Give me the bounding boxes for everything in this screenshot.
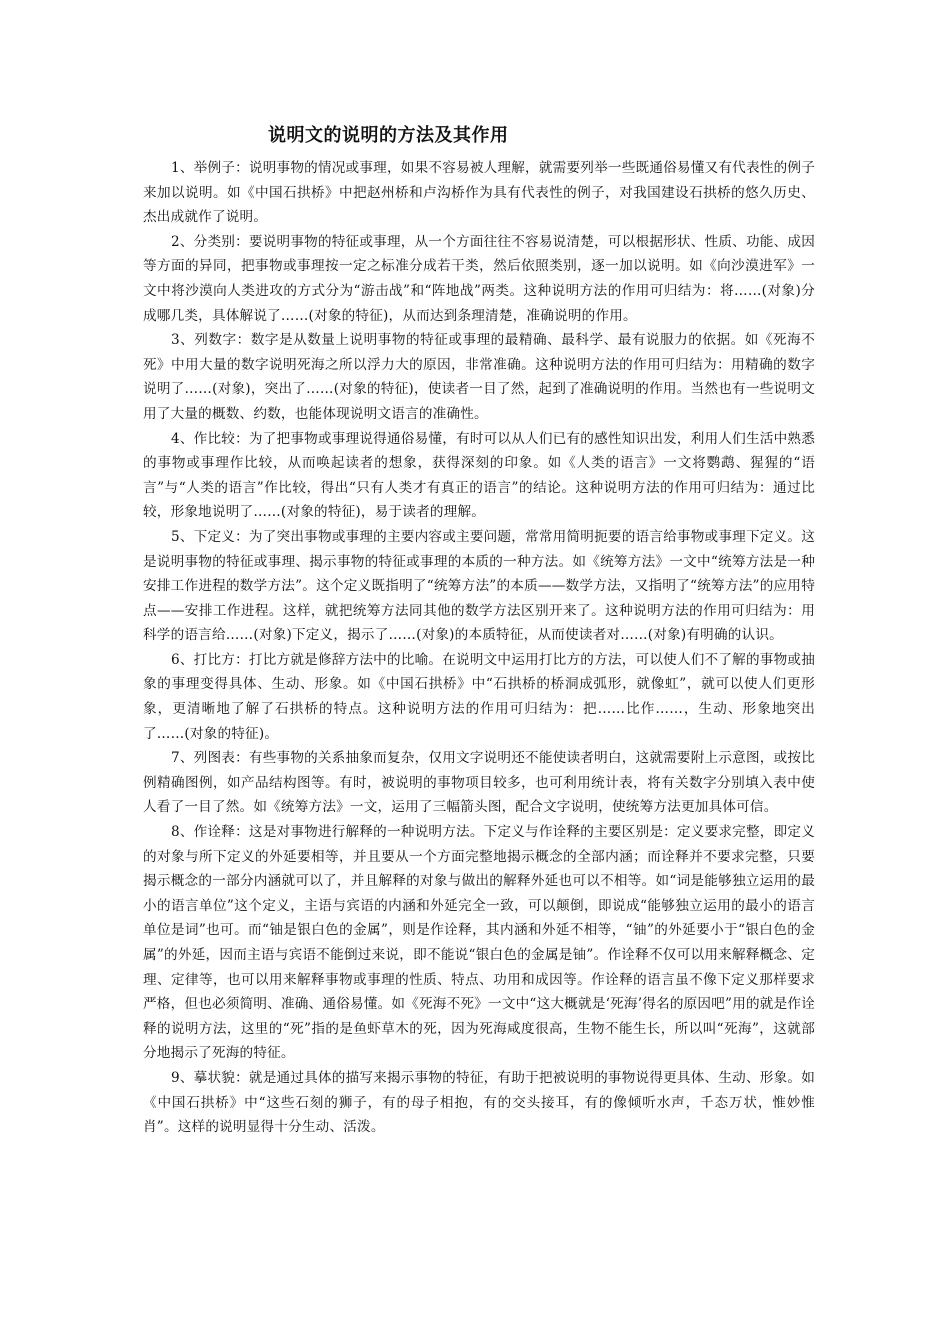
paragraph-example: 1、举例子：说明事物的情况或事理，如果不容易被人理解，就需要列举一些既通俗易懂又有代表性的例子来加以说明。如《中国石拱桥》中把赵州桥和卢沟桥作为具有代表性的例子，对我国建设石拱桥的悠久历史、杰出成就作了说明。 xyxy=(143,160,815,226)
document-page xyxy=(143,122,815,1140)
paragraph-definition: 5、下定义：为了突出事物或事理的主要内容或主要问题，常常用简明扼要的语言给事物或事理下定义。这是说明事物的特征或事理、揭示事物的特征或事理的本质的一种方法。如《统筹方法》一文中“统筹方法是一种安排工作进程的数学方法”。这个定义既指明了“统筹方法”的本质——数学方法，又指明了“统筹方法”的应用特点——安排工作进程。这样，就把统筹方法同其他的数学方法区别开来了。这种说明方法的作用可归结为：用科学的语言给……(对象)下定义，揭示了……(对象)的本质特征，从而使读者对……(对象)有明确的认识。 xyxy=(143,528,815,644)
paragraph-description: 9、摹状貌：就是通过具体的描写来揭示事物的特征，有助于把被说明的事物说得更具体、生动、形象。如《中国石拱桥》中“这些石刻的狮子，有的母子相抱，有的交头接耳，有的像倾听水声，千态万状，惟妙惟肖”。这样的说明显得十分生动、活泼。 xyxy=(143,1069,815,1136)
paragraph-classification: 2、分类别：要说明事物的特征或事理，从一个方面往往不容易说清楚，可以根据形状、性质、功能、成因等方面的异同，把事物或事理按一定之标准分成若干类，然后依照类别，逐一加以说明。如《向沙漠进军》一文中将沙漠向人类进攻的方式分为“游击战”和“阵地战”两类。这种说明方法的作用可归结为：将……(对象)分成哪几类，具体解说了……(对象的特征)，从而达到条理清楚，准确说明的作用。 xyxy=(143,233,815,324)
paragraph-comparison: 4、作比较：为了把事物或事理说得通俗易懂，有时可以从人们已有的感性知识出发，利用人们生活中熟悉的事物或事理作比较，从而唤起读者的想象，获得深刻的印象。如《人类的语言》一文将鹦鹉、猩猩的“语言”与“人类的语言”作比较，得出“只有人类才有真正的语言”的结论。这种说明方法的作用可归结为：通过比较，形象地说明了……(对象的特征)，易于读者的理解。 xyxy=(143,430,815,521)
paragraph-analogy: 6、打比方：打比方就是修辞方法中的比喻。在说明文中运用打比方的方法，可以使人们不了解的事物或抽象的事理变得具体、生动、形象。如《中国石拱桥》中“石拱桥的桥洞成弧形，就像虹”，就可以使人们更形象，更清晰地了解了石拱桥的特点。这种说明方法的作用可归结为：把……比作……，生动、形象地突出了……(对象的特征)。 xyxy=(143,651,815,742)
paragraph-charts: 7、列图表：有些事物的关系抽象而复杂，仅用文字说明还不能使读者明白，这就需要附上示意图，或按比例精确图例，如产品结构图等。有时，被说明的事物项目较多，也可利用统计表，将有关数字分别填入表中使人看了一目了然。如《统筹方法》一文，运用了三幅箭头图，配合文字说明，使统筹方法更加具体可信。 xyxy=(143,750,815,816)
document-title: 说明文的说明的方法及其作用 xyxy=(268,125,509,146)
paragraph-explanation: 8、作诠释：这是对事物进行解释的一种说明方法。下定义与作诠释的主要区别是：定义要求完整，即定义的对象与所下定义的外延要相等，并且要从一个方面完整地揭示概念的全部内涵；而诠释并不要求完整，只要揭示概念的一部分内涵就可以了，并且解释的对象与做出的解释外延也可以不相等。如“词是能够独立运用的最小的语言单位”这个定义，主语与宾语的内涵和外延完全一致，可以颠倒，即说成“能够独立运用的最小的语言单位是词”也可。而“铀是银白色的金属”，则是作诠释，其内涵和外延不相等，“铀”的外延要小于“银白色的金属”的外延，因而主语与宾语不能倒过来说，即不能说“银白色的金属是铀”。作诠释不仅可以用来解释概念、定理、定律等，也可以用来解释事物或事理的性质、特点、功用和成因等。作诠释的语言虽不像下定义那样要求严格，但也必须简明、准确、通俗易懂。如《死海不死》一文中“这大概就是‘死海’得名的原因吧”用的就是作诠释的说明方法，这里的“死”指的是鱼虾草木的死，因为死海咸度很高，生物不能生长，所以叫“死海”，这就部分地揭示了死海的特征。 xyxy=(143,824,815,1062)
paragraph-numbers: 3、列数字：数字是从数量上说明事物的特征或事理的最精确、最科学、最有说服力的依据。如《死海不死》中用大量的数字说明死海之所以浮力大的原因，非常准确。这种说明方法的作用可归结为：用精确的数字说明了……(对象)，突出了……(对象的特征)，使读者一目了然，起到了准确说明的作用。当然也有一些说明文用了大量的概数、约数，也能体现说明文语言的准确性。 xyxy=(143,332,815,422)
